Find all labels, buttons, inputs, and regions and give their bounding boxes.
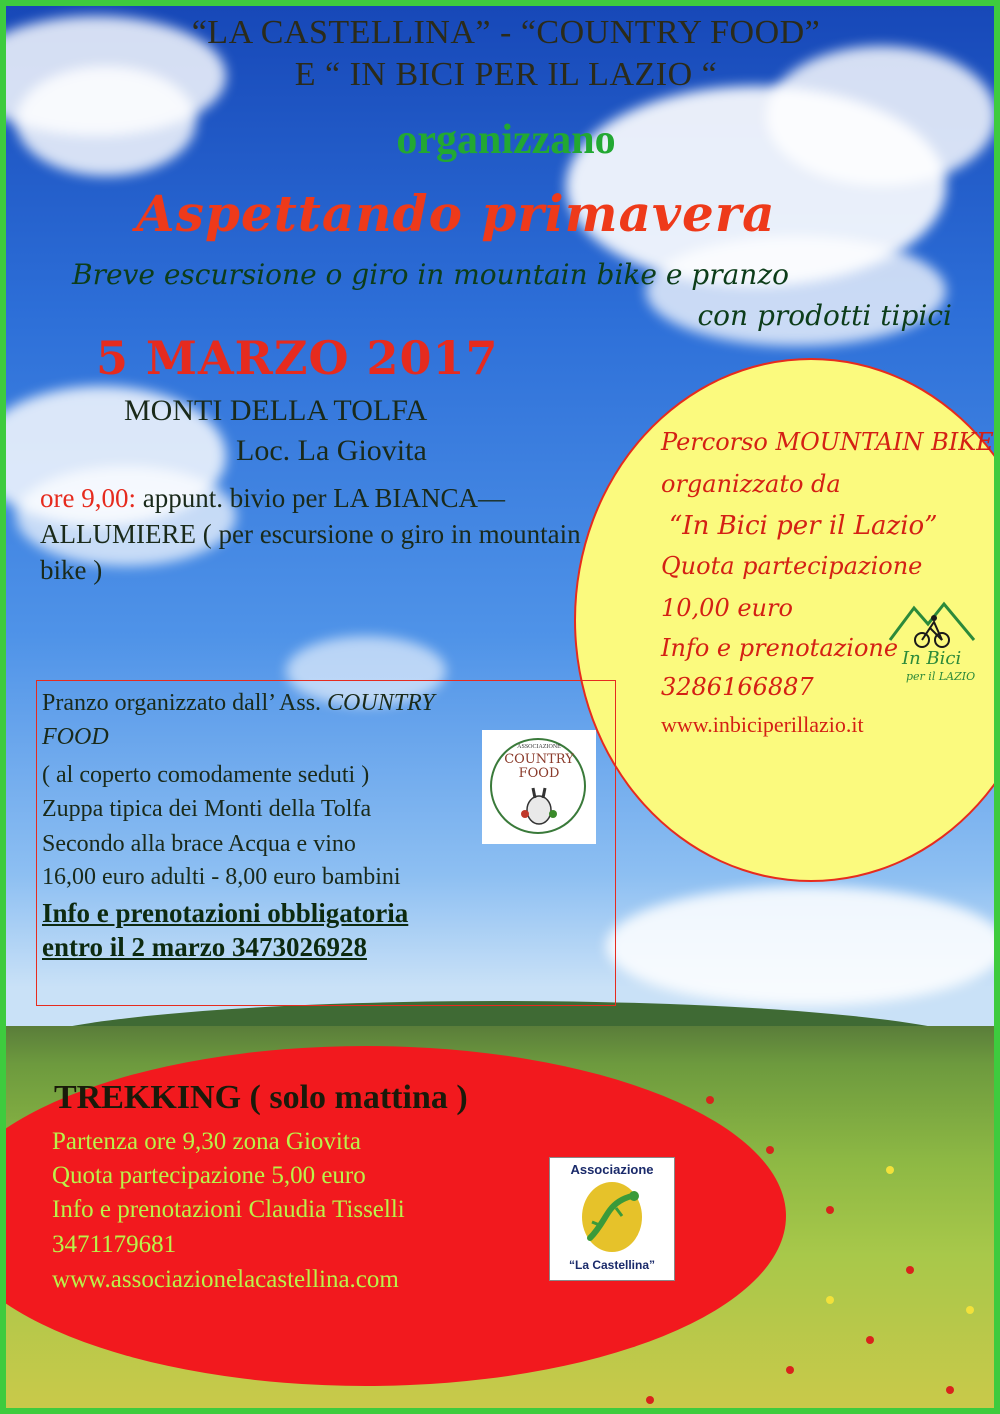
trekking-website-link[interactable]: www.associazionelacastellina.com (52, 1266, 399, 1293)
poppy-flower (646, 1396, 654, 1404)
lunch-line-1-association: COUNTRY (327, 690, 435, 716)
la-castellina-logo-top: Associazione (570, 1162, 654, 1177)
lunch-line-5: Secondo alla brace Acqua e vino (42, 831, 356, 857)
organizzano-text: organizzano (396, 117, 616, 163)
poppy-flower (786, 1366, 794, 1374)
event-title: Aspettando primavera (136, 184, 776, 243)
bike-line-6: Info e prenotazione (661, 634, 899, 662)
in-bici-logo (888, 600, 978, 690)
event-locality: Loc. La Giovita (236, 434, 427, 467)
country-food-logo-word-1: COUNTRY (504, 752, 574, 767)
poppy-flower (766, 1146, 774, 1154)
organizers-line-2: E “ IN BICI PER IL LAZIO “ (294, 56, 718, 93)
poppy-flower (906, 1266, 914, 1274)
mountain-cyclist-icon (888, 600, 978, 650)
in-bici-logo-text: In Bici (902, 648, 962, 669)
donkey-icon (519, 784, 559, 828)
organizers-line-1: “LA CASTELLINA” - “COUNTRY FOOD” (191, 14, 821, 51)
bike-line-3: “In Bici per il Lazio” (669, 511, 938, 541)
lunch-line-3: ( al coperto comodamente seduti ) (42, 762, 370, 788)
country-food-logo-word-2: FOOD (518, 766, 560, 781)
lunch-line-1 (42, 690, 435, 717)
trekking-title: TREKKING ( solo mattina ) (54, 1079, 468, 1116)
yellow-flower (966, 1306, 974, 1314)
trekking-line-3: Info e prenotazioni Claudia Tisselli (52, 1196, 405, 1223)
lunch-line-2 (42, 724, 109, 751)
event-subtitle-line-2: con prodotti tipici (697, 299, 952, 332)
la-castellina-logo-bottom: “La Castellina” (568, 1258, 656, 1272)
poppy-flower (826, 1206, 834, 1214)
event-subtitle-line-1: Breve escursione o giro in mountain bike e pranzo (72, 258, 789, 291)
yellow-flower (886, 1166, 894, 1174)
lizard-icon (580, 1188, 644, 1250)
poppy-flower (706, 1096, 714, 1104)
poppy-flower (866, 1336, 874, 1344)
meeting-time: ore 9,00: (40, 483, 136, 513)
cloud (606, 886, 1000, 1006)
country-food-logo (482, 730, 596, 844)
meeting-text: appunt. bivio per LA BIANCA— ALLUMIERE ( per escursione o giro in mountain bike ) (40, 483, 581, 585)
lunch-info-line-1: Info e prenotazioni obbligatoria (42, 898, 409, 928)
bike-line-2: organizzato da (661, 470, 841, 498)
bike-line-4: Quota partecipazione (661, 552, 923, 580)
lunch-line-2-association: FOOD (42, 724, 109, 750)
in-bici-logo-subtext: per il LAZIO (906, 670, 976, 683)
lunch-line-6: 16,00 euro adulti - 8,00 euro bambini (42, 864, 401, 890)
yellow-flower (826, 1296, 834, 1304)
bike-line-1: Percorso MOUNTAIN BIKE (661, 428, 994, 456)
event-date: 5 MARZO 2017 (96, 331, 499, 385)
lunch-line-1-prefix: Pranzo organizzato dall’ Ass. (42, 690, 328, 716)
la-castellina-logo (549, 1157, 675, 1281)
lunch-line-4: Zuppa tipica dei Monti della Tolfa (42, 796, 372, 822)
trekking-line-1: Partenza ore 9,30 zona Giovita (52, 1128, 361, 1155)
trekking-line-2: Quota partecipazione 5,00 euro (52, 1162, 366, 1189)
event-place: MONTI DELLA TOLFA (124, 394, 428, 427)
lunch-info-line-2: entro il 2 marzo 3473026928 (42, 932, 367, 962)
bike-line-5: 10,00 euro (661, 594, 793, 622)
meeting-info (40, 480, 620, 588)
bike-website-link[interactable]: www.inbiciperillazio.it (661, 712, 864, 737)
bike-phone: 3286166887 (661, 673, 814, 701)
country-food-logo-top: ASSOCIAZIONE (517, 744, 561, 750)
trekking-phone: 3471179681 (52, 1231, 177, 1258)
poppy-flower (946, 1386, 954, 1394)
